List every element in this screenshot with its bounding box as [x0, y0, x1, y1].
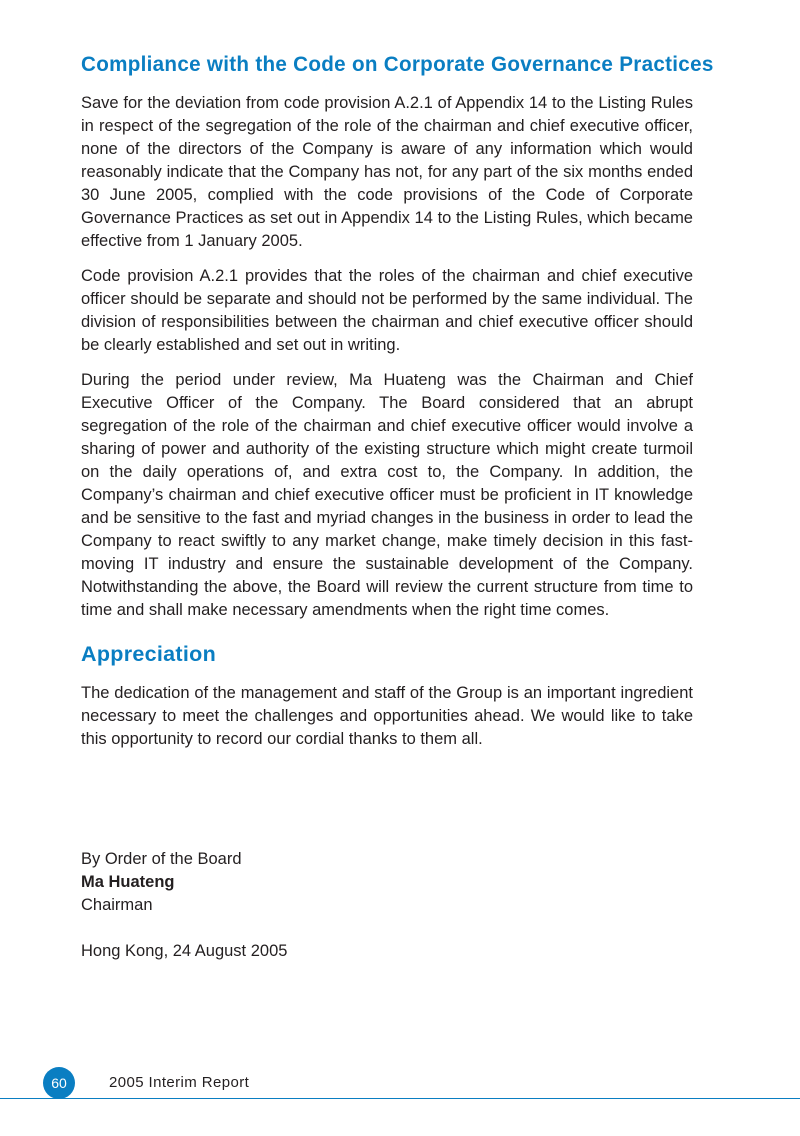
section-heading-appreciation: Appreciation [81, 642, 217, 666]
signoff-title: Chairman [81, 896, 153, 914]
page-number-badge: 60 [43, 1067, 75, 1099]
section-heading-compliance: Compliance with the Code on Corporate Governance Practices [81, 52, 714, 76]
signoff-place-date: Hong Kong, 24 August 2005 [81, 942, 288, 960]
footer-report-title: 2005 Interim Report [109, 1074, 250, 1091]
paragraph-appreciation-1: The dedication of the management and staff of the Group is an important ingredient necessary to meet the challenges and opportunities ahead. We would like to take this opportunity to record our cordial thanks to them all. [81, 684, 693, 748]
footer-divider [0, 1098, 800, 1099]
signoff-block [81, 848, 287, 963]
signoff-name: Ma Huateng [81, 873, 175, 891]
page-content [81, 50, 714, 763]
signoff-by-order: By Order of the Board [81, 850, 242, 868]
paragraph-compliance-1: Save for the deviation from code provision A.2.1 of Appendix 14 to the Listing Rules in respect of the segregation of the role of the chairman and chief executive officer, none of the directors of the Company is aware of any information which would reasonably indicate that the Company has not, for any part of the six months ended 30 June 2005, complied with the code provisions of the Code of Corporate Governance Practices as set out in Appendix 14 to the Listing Rules, which became effective from 1 January 2005. [81, 94, 693, 250]
paragraph-compliance-2: Code provision A.2.1 provides that the roles of the chairman and chief executive officer should be separate and should not be performed by the same individual. The division of responsibilities between the chairman and chief executive officer should be clearly established and set out in writing. [81, 267, 693, 354]
paragraph-compliance-3: During the period under review, Ma Huateng was the Chairman and Chief Executive Officer of the Company. The Board considered that an abrupt segregation of the role of the chairman and chief executive officer would involve a sharing of power and authority of the existing structure which might create turmoil on the daily operations of, and extra cost to, the Company. In addition, the Company’s chairman and chief executive officer must be proficient in IT knowledge and be sensitive to the fast and myriad changes in the business in order to lead the Company to react swiftly to any market change, make timely decision in this fast-moving IT industry and ensure the sustainable development of the Company. Notwithstanding the above, the Board will review the current structure from time to time and shall make necessary amendments when the right time comes. [81, 371, 693, 619]
